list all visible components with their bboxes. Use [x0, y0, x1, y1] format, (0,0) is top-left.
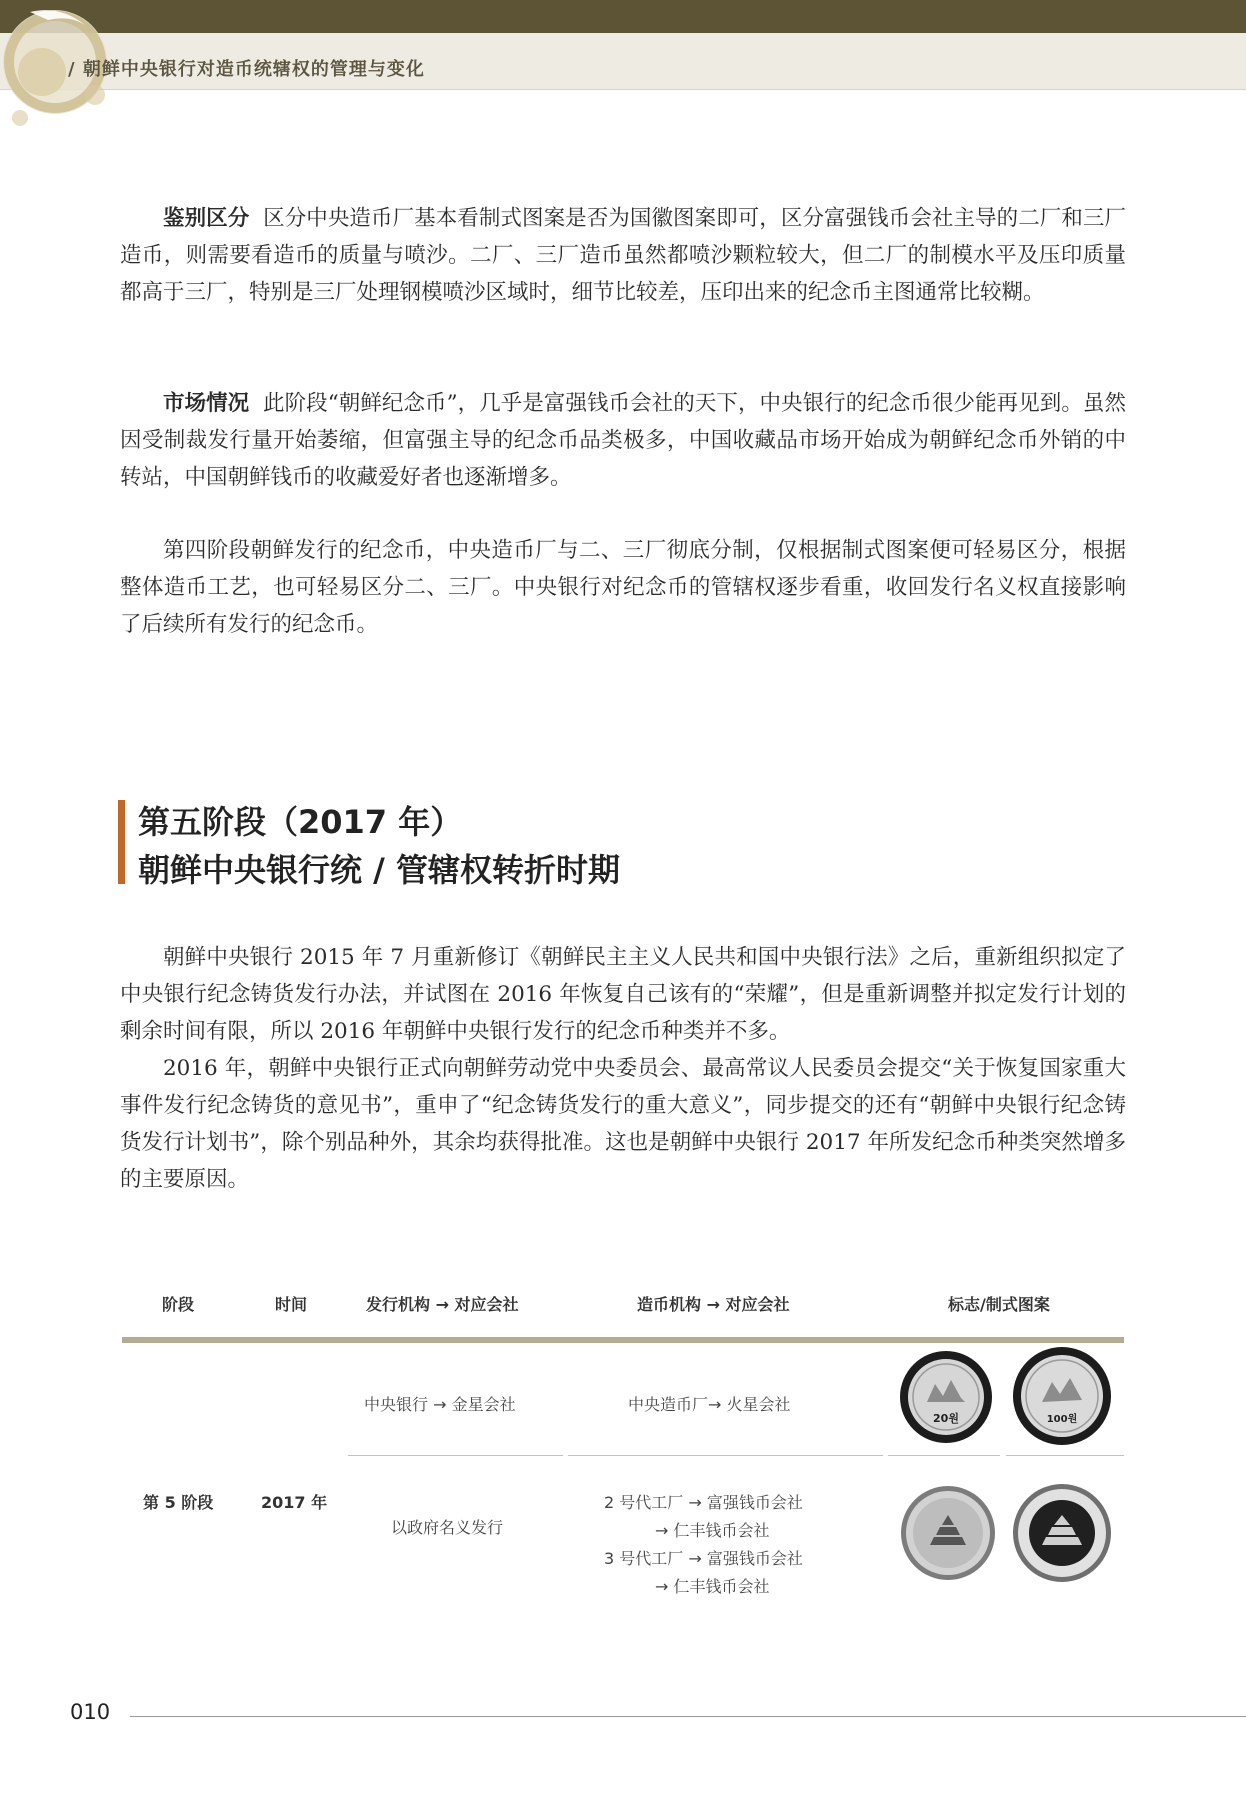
- coin-silver-pagoda: [900, 1485, 996, 1581]
- coin-20-won: [899, 1350, 993, 1444]
- paragraph-market: [120, 385, 1126, 496]
- row-divider: [568, 1455, 883, 1456]
- running-title: / 朝鲜中央银行对造币统辖权的管理与变化: [68, 59, 425, 80]
- coin-denomination: 100원: [1046, 1414, 1078, 1425]
- table-header-mint: 造币机构 → 对应会社: [637, 1295, 790, 1314]
- coin-100-won: [1012, 1346, 1112, 1446]
- year-cell: 2017 年: [261, 1493, 328, 1512]
- row1-mint-cell: 中央造币厂→ 火星会社: [628, 1395, 791, 1414]
- top-bar: [0, 0, 1246, 33]
- paragraph-proposal: 2016 年，朝鲜中央银行正式向朝鲜劳动党中央委员会、最高常议人民委员会提交“关于恢复国家重大事件发行纪念铸货的意见书”，重申了“纪念铸货发行的重大意义”，同步提交的还有“朝鲜中央银行纪念铸货发行计划书”，除个别品种外，其余均获得批准。这也是朝鲜中央银行 2017 年所发纪念币种类突然增多的主要原因。: [120, 1056, 1126, 1192]
- row-divider: [348, 1455, 563, 1456]
- table-header-rule: [122, 1337, 1124, 1343]
- table-header-issuer: 发行机构 → 对应会社: [366, 1295, 519, 1314]
- row2-mint-line: 3 号代工厂 → 富强钱币会社: [604, 1549, 803, 1568]
- paragraph-label: 市场情况: [163, 391, 250, 416]
- paragraph-identification: [120, 200, 1126, 311]
- row-divider: [1006, 1455, 1124, 1456]
- paragraph-text: 区分中央造币厂基本看制式图案是否为国徽图案即可，区分富强钱币会社主导的二厂和三厂造币，则需要看造币的质量与喷沙。二厂、三厂造币虽然都喷沙颗粒较大，但二厂的制模水平及压印质量都高于三厂，特别是三厂处理钢模喷沙区域时，细节比较差，压印出来的纪念币主图通常比较糊。: [120, 206, 1126, 305]
- row2-mint-line: → 仁丰钱币会社: [655, 1577, 770, 1596]
- paragraph-label: 鉴别区分: [163, 206, 250, 231]
- paragraph-revision: 朝鲜中央银行 2015 年 7 月重新修订《朝鲜民主主义人民共和国中央银行法》之后，重新组织拟定了中央银行纪念铸货发行办法，并试图在 2016 年恢复自己该有的“荣耀”，但是重新调整并拟定发行计划的剩余时间有限，所以 2016 年朝鲜中央银行发行的纪念币种类并不多。: [120, 945, 1126, 1044]
- row-divider: [888, 1455, 1000, 1456]
- page-number: 010: [70, 1700, 111, 1724]
- section-accent-bar: [118, 800, 125, 884]
- paragraph-stage-four: 第四阶段朝鲜发行的纪念币，中央造币厂与二、三厂彻底分制，仅根据制式图案便可轻易区分，根据整体造币工艺，也可轻易区分二、三厂。中央银行对纪念币的管辖权逐步看重，收回发行名义权直接影响了后续所有发行的纪念币。: [120, 538, 1126, 637]
- coin-denomination: 20원: [933, 1412, 959, 1425]
- row2-mint-line: → 仁丰钱币会社: [655, 1521, 770, 1540]
- row1-issuer-cell: 中央银行 → 金星会社: [364, 1395, 516, 1414]
- section-title-line1: 第五阶段（2017 年）: [138, 803, 463, 841]
- section-title-line2: 朝鲜中央银行统 / 管辖权转折时期: [138, 851, 620, 889]
- stage-cell: 第 5 阶段: [143, 1493, 214, 1512]
- row2-mint-line: 2 号代工厂 → 富强钱币会社: [604, 1493, 803, 1512]
- row2-issuer-cell: 以政府名义发行: [391, 1518, 504, 1537]
- footer-rule: [130, 1716, 1246, 1717]
- coin-proof-palace: [1012, 1483, 1112, 1583]
- table-header-stage: 阶段: [162, 1295, 195, 1314]
- paragraph-text: 此阶段“朝鲜纪念币”，几乎是富强钱币会社的天下，中央银行的纪念币很少能再见到。虽然因受制裁发行量开始萎缩，但富强主导的纪念币品类极多，中国收藏品市场开始成为朝鲜纪念币外销的中转站，中国朝鲜钱币的收藏爱好者也逐渐增多。: [120, 391, 1126, 490]
- table-header-pattern: 标志/制式图案: [948, 1295, 1050, 1314]
- table-header-time: 时间: [275, 1295, 308, 1314]
